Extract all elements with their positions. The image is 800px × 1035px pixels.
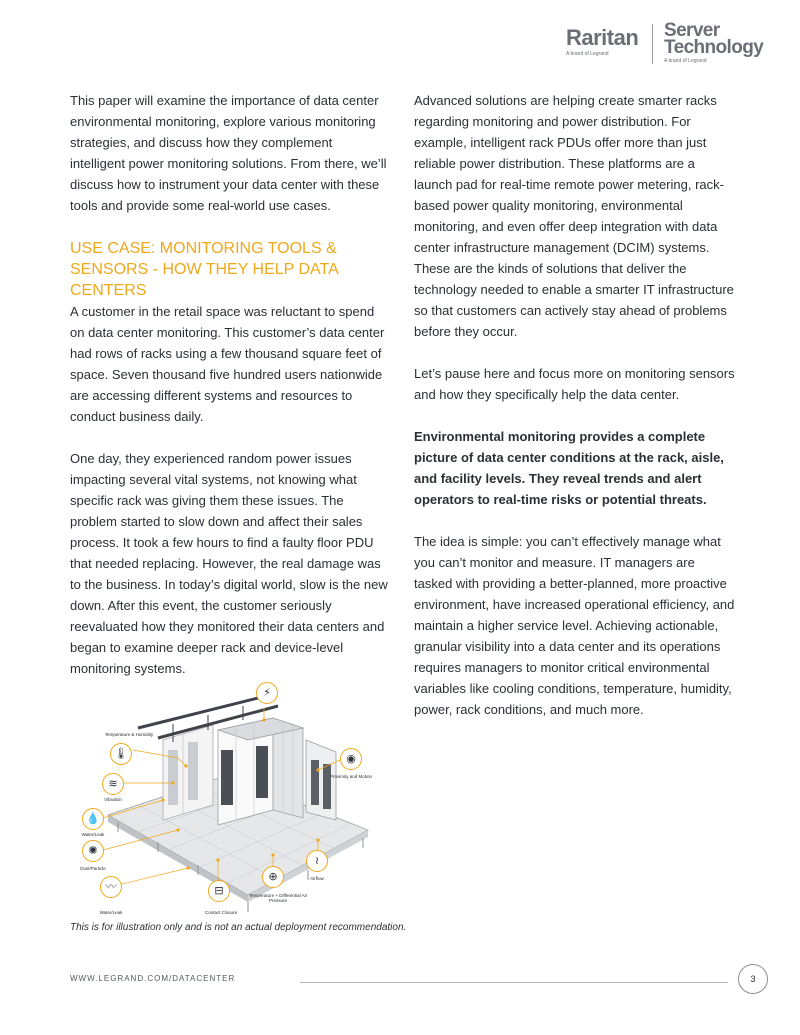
label-temp-diff-air: Temperature + Differential Air Pressure bbox=[248, 893, 308, 903]
header-logos bbox=[566, 20, 764, 68]
label-proximity-motion: Proximity and Motion bbox=[329, 774, 373, 779]
raritan-name: Raritan bbox=[566, 25, 639, 50]
dust-particle-icon: ✺ bbox=[82, 840, 104, 862]
right-paragraph-4: The idea is simple: you can’t effectively manage what you can’t monitor and measure. IT managers are tasked with providing a better-planned, more proactive environment, have increased operational efficiency, and maintain a higher service level. Achieving actionable, granular visibility into a data center and its operations requires managers to monitor critical environmental variables like cooling conditions, temperature, humidity, power, rack conditions, and much more. bbox=[414, 534, 735, 717]
logo-divider bbox=[652, 24, 653, 64]
temperature-humidity-icon: 🌡 bbox=[110, 743, 132, 765]
temperature-pressure-icon: ⊕ bbox=[262, 866, 284, 888]
illustration-caption: This is for illustration only and is not an actual deployment recommendation. bbox=[70, 922, 407, 933]
st-line2: Technology bbox=[664, 37, 764, 58]
label-dust-particle: Dust/Particle bbox=[80, 866, 106, 871]
water-leak-icon: 💧 bbox=[82, 808, 104, 830]
label-vibration: Vibration bbox=[104, 797, 122, 802]
data-center-illustration bbox=[78, 680, 378, 920]
use-case-heading: USE CASE: MONITORING TOOLS & SENSORS - HOW THEY HELP DATA CENTERS bbox=[70, 240, 338, 299]
right-paragraph-1: Advanced solutions are helping create smarter racks regarding monitoring and power distribution. For example, intelligent rack PDUs offer more than just reliable power distribution. These platforms are a launch pad for real-time remote power metering, rack-based power quality monitoring, environmental monitoring, and even offer deep integration with data center infrastructure management (DCIM) systems. These are the kinds of solutions that deliver the technology needed to enable a smarter IT infrastructure so that customers can actively stay ahead of problems before they occur. bbox=[414, 93, 734, 339]
raritan-logo bbox=[566, 26, 638, 57]
st-sub: A brand of Legrand bbox=[664, 58, 707, 64]
intro-paragraph: This paper will examine the importance of data center environmental monitoring, explore various monitoring strategies, and discuss how they complement intelligent power monitoring solutions. From there, we’ll discuss how to instrument your data center with these tools and provide some real-world use cases. bbox=[70, 93, 387, 213]
airflow-icon: ≀ bbox=[306, 850, 328, 872]
left-column bbox=[70, 90, 388, 679]
server-technology-logo bbox=[664, 20, 764, 64]
water-leak-2-icon: 〰 bbox=[100, 876, 122, 898]
power-sensor-icon: ⚡ bbox=[256, 682, 278, 704]
label-water-leak-2: Water/Leak bbox=[99, 910, 123, 915]
st-line1: Server bbox=[664, 20, 720, 41]
use-case-paragraph-1: A customer in the retail space was reluctant to spend on data center monitoring. This customer’s data center had rows of racks using a few thousand square feet of space. Seven thousand five hundred users nationwide are accessing different systems and resources to conduct business daily. bbox=[70, 304, 385, 424]
right-paragraph-bold: Environmental monitoring provides a complete picture of data center conditions at the rack, aisle, and facility levels. They reveal trends and alert operators to real-time risks or potential threats. bbox=[414, 429, 724, 507]
footer-url[interactable]: WWW.LEGRAND.COM/DATACENTER bbox=[70, 974, 236, 983]
right-paragraph-2: Let’s pause here and focus more on monitoring sensors and how they specifically help the data center. bbox=[414, 366, 735, 402]
raritan-sub: A brand of Legrand bbox=[566, 51, 609, 57]
footer-divider bbox=[300, 982, 728, 983]
right-column bbox=[414, 90, 736, 720]
label-airflow: Airflow bbox=[310, 876, 324, 881]
label-water-leak-1: Water/Leak bbox=[81, 832, 105, 837]
use-case-paragraph-2: One day, they experienced random power issues impacting several vital systems, not knowing what specific rack was giving them these issues. The problem started to slow down and affect their sales process. It took a few hours to find a faulty floor PDU that needed replacing. However, the real damage was to the business. In today’s digital world, slow is the new down. After this event, the customer seriously reevaluated how they monitored their data centers and began to examine deeper rack and device-level monitoring systems. bbox=[70, 451, 388, 676]
contact-closure-icon: ⊟ bbox=[208, 880, 230, 902]
proximity-motion-icon: ◉ bbox=[340, 748, 362, 770]
page-number: 3 bbox=[738, 964, 768, 994]
label-contact-closure: Contact Closure bbox=[204, 910, 238, 915]
vibration-icon: ≋ bbox=[102, 773, 124, 795]
label-temp-humidity: Temperature & Humidity bbox=[104, 732, 154, 737]
